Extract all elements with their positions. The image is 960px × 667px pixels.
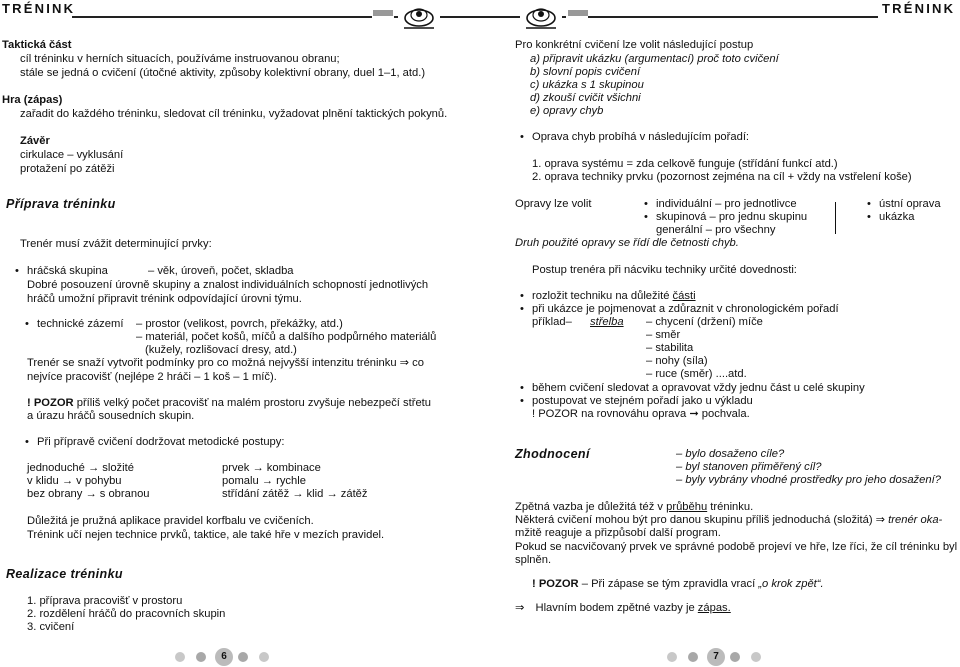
zapas-word: zápas. xyxy=(697,602,731,614)
technicke-label: • technické zázemí xyxy=(37,318,123,331)
footer-dot xyxy=(730,652,740,662)
header-title: TRÉNINK xyxy=(882,1,956,16)
header-rule xyxy=(562,16,566,18)
left-header xyxy=(0,0,480,18)
metod-item: pomalu → rychle xyxy=(222,475,306,487)
footer-dot xyxy=(196,652,206,662)
postup-step: b) slovní popis cvičení xyxy=(530,66,641,78)
opravy-label: Opravy lze volit xyxy=(515,198,592,210)
header-rule xyxy=(480,16,520,18)
zhodnoceni-item: – byl stanoven přiměřený cíl? xyxy=(676,461,822,473)
pozor-prefix: ! POZOR xyxy=(27,397,74,409)
header-title: TRÉNINK xyxy=(2,1,76,16)
text-line: (kužely, rozlišovací dresy, atd.) xyxy=(145,344,297,356)
text-line: Hlavním bodem zpětné vazby je xyxy=(535,602,695,614)
trener-oka: trenér oka- xyxy=(888,514,943,526)
text-line: – materiál, počet košů, míčů a dalšího podpůrného materiálů xyxy=(136,331,437,343)
text-line: splněn. xyxy=(515,554,552,566)
text-line: Postup trenéra při nácviku techniky určité dovednosti: xyxy=(532,264,797,276)
pozor-note xyxy=(27,397,431,410)
korfball-basket-icon xyxy=(400,0,438,32)
text-line: stále se jedná o cvičení (útočné aktivity, způsoby kolektivní obrany, duel 1–1, atd.) xyxy=(20,67,426,79)
header-rule xyxy=(394,16,398,18)
metod-item: jednoduché → složité xyxy=(27,462,134,474)
text-line: Zpětná vazba je důležitá též v xyxy=(515,501,664,513)
rozlozit-line xyxy=(532,290,696,303)
realizace-item: 1. příprava pracovišť v prostoru xyxy=(27,595,183,607)
realizace-item: 2. rozdělení hráčů do pracovních skupin xyxy=(27,608,226,620)
section-title-realizace: Realizace tréninku xyxy=(6,567,123,581)
text-line: Pro konkrétní cvičení lze volit následující postup xyxy=(515,39,754,51)
postup-step: d) zkouší cvičit všichni xyxy=(530,92,641,104)
text-line: • při ukázce je pojmenovat a zdůraznit v chronologickém pořadí xyxy=(532,303,839,316)
zpetna-line xyxy=(515,501,753,514)
pozor-note xyxy=(532,578,824,591)
header-rule xyxy=(440,16,480,18)
postup-step: c) ukázka s 1 skupinou xyxy=(530,79,644,91)
opravy-item: • individuální – pro jednotlivce xyxy=(656,198,797,211)
text-line: Některá cvičení mohou být pro danou skupinu příliš jednoduchá (složitá) ⇒ xyxy=(515,514,886,526)
metod-item: střídání zátěž → klid → zátěž xyxy=(222,488,368,500)
text-line: Pokud se nacvičovaný prvek ve správné podobě projeví ve hře, lze říci, že cíl tréninku byl xyxy=(515,541,958,553)
footer-dot xyxy=(238,652,248,662)
right-header xyxy=(480,0,960,18)
quote: „o krok zpět“. xyxy=(758,578,824,590)
opravy-item: • ústní oprava xyxy=(879,198,941,211)
text-line: protažení po zátěži xyxy=(20,163,115,175)
casti-word: části xyxy=(672,290,696,302)
page-number: 6 xyxy=(215,648,233,666)
korfball-basket-icon xyxy=(522,0,560,32)
page-number: 7 xyxy=(707,648,725,666)
page-footer xyxy=(480,648,960,666)
implies-icon: ⇒ xyxy=(515,602,525,614)
opravy-item: generální – pro všechny xyxy=(656,224,776,236)
section-title-zaver: Závěr xyxy=(20,135,50,147)
priklad-item: – nohy (síla) xyxy=(646,355,708,367)
footer-dot xyxy=(688,652,698,662)
postup-step: a) připravit ukázku (argumentací) proč toto cvičení xyxy=(530,53,779,65)
header-box xyxy=(373,10,393,16)
divider xyxy=(835,202,836,234)
oprava-item: 2. oprava techniky prvku (pozornost zejména na cíl + vždy na vstřelení koše) xyxy=(532,171,912,183)
text-line: rozložit techniku na důležité xyxy=(532,290,670,302)
text-line: hráčů umožní připravit trénink odpovídající úrovni týmu. xyxy=(27,293,302,305)
text-line: cirkulace – vyklusání xyxy=(20,149,124,161)
footer-dot xyxy=(751,652,761,662)
text-line: nejvíce pracovišť (nejlépe 2 hráči – 1 koš – 1 míč). xyxy=(27,371,277,383)
hlavnim-line xyxy=(515,602,731,615)
header-rule xyxy=(588,16,878,18)
metod-item: prvek → kombinace xyxy=(222,462,321,474)
text-line: a úrazu hráčů sousedních skupin. xyxy=(27,410,195,422)
priklad-item: – stabilita xyxy=(646,342,694,354)
metod-item: v klidu → v pohybu xyxy=(27,475,122,487)
pozor-prefix: ! POZOR xyxy=(532,578,579,590)
priklad-label: příklad– xyxy=(532,316,572,328)
text-line: Trénink učí nejen technice prvků, taktice, ale také hře v mezích pravidel. xyxy=(27,529,385,541)
section-title-takticka: Taktická část xyxy=(2,39,72,51)
opravy-item: • ukázka xyxy=(879,211,914,224)
oprava-item: 1. oprava systému = zda celkově funguje (střídání funkcí atd.) xyxy=(532,158,838,170)
footer-dot xyxy=(175,652,185,662)
section-title-priprava: Příprava tréninku xyxy=(6,197,116,211)
text-line: • během cvičení sledovat a opravovat vždy jednu část u celé skupiny xyxy=(532,382,865,395)
pozor-note: ! POZOR na rovnováhu oprava ➞ pochvala. xyxy=(532,408,750,420)
nektera-line xyxy=(515,514,942,527)
text-line: mžitě reaguje a přizpůsobí další program. xyxy=(515,527,721,539)
realizace-item: 3. cvičení xyxy=(27,621,75,633)
footer-dot xyxy=(667,652,677,662)
text-line: – Při zápase se tým zpravidla vrací xyxy=(581,578,756,590)
text-line: tréninku. xyxy=(710,501,754,513)
strelba-word: střelba xyxy=(590,316,624,328)
text-line: – prostor (velikost, povrch, překážky, atd.) xyxy=(136,318,343,330)
section-title-hra: Hra (zápas) xyxy=(2,94,63,106)
text-line: Trenér musí zvážit determinující prvky: xyxy=(20,238,212,250)
text-line: cíl tréninku v herních situacích, používáme instruovanou obranu; xyxy=(20,53,340,65)
header-rule xyxy=(72,16,372,18)
text-line: Důležitá je pružná aplikace pravidel korfbalu ve cvičeních. xyxy=(27,515,314,527)
text-line: • Při přípravě cvičení dodržovat metodické postupy: xyxy=(37,436,285,449)
text-line: • postupovat ve stejném pořadí jako u výkladu xyxy=(532,395,753,408)
text-line: Dobré posouzení úrovně skupiny a znalost individuálních schopností jednotlivých xyxy=(27,279,429,291)
postup-step: e) opravy chyb xyxy=(530,105,604,117)
priklad-item: – směr xyxy=(646,329,681,341)
text-line: zařadit do každého tréninku, sledovat cíl tréninku, vyžadovat plnění taktických pokynů. xyxy=(20,108,448,120)
right-page xyxy=(480,0,960,667)
druh-line: Druh použité opravy se řídí dle četnosti chyb. xyxy=(515,237,739,249)
priklad-item: – chycení (držení) míče xyxy=(646,316,763,328)
zhodnoceni-item: – byly vybrány vhodné prostředky pro jeho dosažení? xyxy=(676,474,941,486)
header-box xyxy=(568,10,588,16)
prubehu-word: průběhu xyxy=(666,501,708,513)
text-line: • Oprava chyb probíhá v následujícím pořadí: xyxy=(532,131,749,144)
priklad-item: – ruce (směr) ....atd. xyxy=(646,368,747,380)
hracska-label: • hráčská skupina xyxy=(27,265,108,278)
opravy-item: • skupinová – pro jednu skupinu xyxy=(656,211,807,224)
footer-dot xyxy=(259,652,269,662)
metod-item: bez obrany → s obranou xyxy=(27,488,150,500)
text-line: Trenér se snaží vytvořit podmínky pro co možná nejvyšší intenzitu tréninku ⇒ co xyxy=(27,357,424,369)
page-footer xyxy=(0,648,480,666)
zhodnoceni-item: – bylo dosaženo cíle? xyxy=(676,448,785,460)
section-title-zhodnoceni: Zhodnocení xyxy=(515,447,590,461)
text-line: příliš velký počet pracovišť na malém prostoru zvyšuje nebezpečí střetu xyxy=(76,397,432,409)
hracska-value: – věk, úroveň, počet, skladba xyxy=(148,265,294,277)
